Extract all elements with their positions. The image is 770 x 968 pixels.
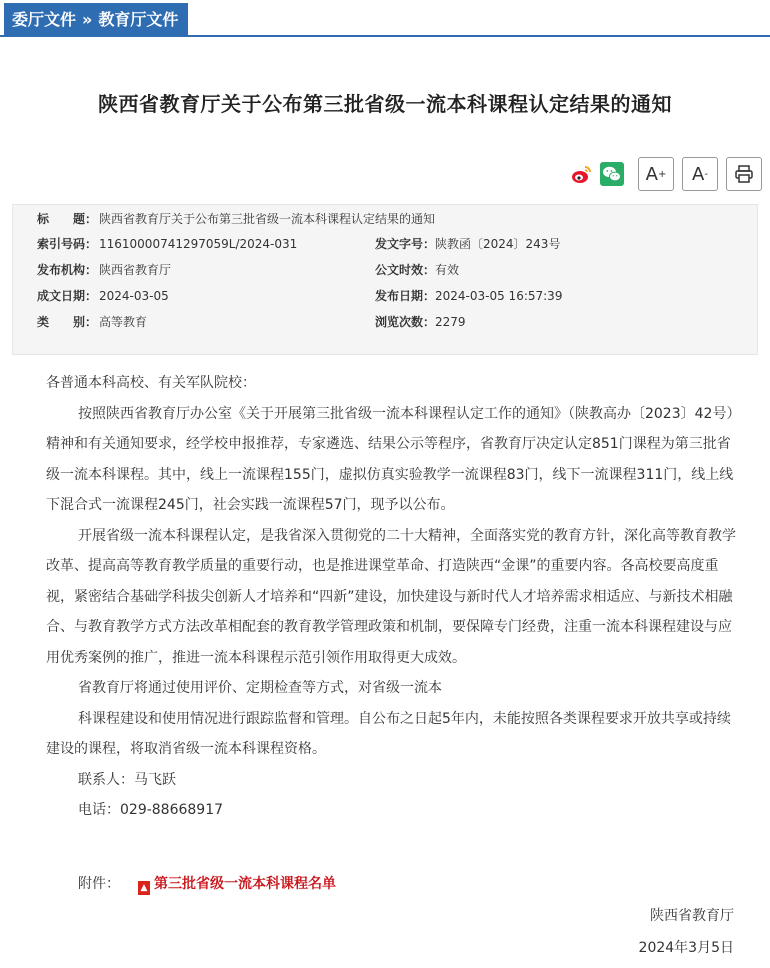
meta-row-views: 浏览次数：2279 bbox=[375, 315, 466, 329]
signature-org: 陕西省教育厅 bbox=[650, 908, 734, 924]
document-metadata bbox=[12, 204, 758, 355]
paragraph-3-first-line: 省教育厅将通过使用评价、定期检查等方式，对省级一流本 bbox=[78, 680, 442, 696]
weibo-icon[interactable] bbox=[570, 162, 594, 186]
breadcrumb bbox=[4, 3, 188, 37]
page-title: 陕西省教育厅关于公布第三批省级一流本科课程认定结果的通知 bbox=[98, 92, 672, 116]
meta-row-validity: 公文时效：有效 bbox=[375, 263, 460, 277]
meta-row-subject: 标 题： 陕西省教育厅关于公布第三批省级一流本科课程认定结果的通知 bbox=[37, 212, 436, 226]
breadcrumb-separator: » bbox=[82, 10, 93, 29]
font-increase-button[interactable]: A + bbox=[638, 157, 674, 191]
paragraph-3-rest: 科课程建设和使用情况进行跟踪监督和管理。自公布之日起5年内，未能按照各类课程要求开放共享或持续建设的课程，将取消省级一流本科课程资格。 bbox=[46, 710, 731, 757]
contact-phone: 电话：029-88668917 bbox=[78, 802, 224, 818]
signature-date: 2024年3月5日 bbox=[638, 940, 734, 956]
printer-icon bbox=[734, 164, 754, 184]
wechat-icon[interactable] bbox=[600, 162, 624, 186]
contact-person: 联系人：马飞跃 bbox=[78, 771, 176, 788]
breadcrumb-level1[interactable]: 委厅文件 bbox=[12, 10, 77, 29]
attachment bbox=[78, 874, 336, 895]
paragraph-2: 开展省级一流本科课程认定，是我省深入贯彻党的二十大精神，全面落实党的教育方针，深化高等教育教学改革、提高高等教育教学质量的重要行动，也是推进课堂革命、打造陕西“金课”的重要内容。各高校要高度重视，紧密结合基础学科拔尖创新人才培养和“四新”建设，加快建设与新时代人才培养需求相适应、与新技术相融合、与教育教学方式方法改革相配套的教育教学管理政策和机制，要保障专门经费，注重一流本科课程建设与应用优秀案例的推广，推进一流本科课程示范引领作用取得更大成效。 bbox=[46, 527, 736, 666]
print-button[interactable] bbox=[726, 157, 762, 191]
article-toolbar bbox=[570, 156, 762, 192]
font-decrease-button[interactable]: A - bbox=[682, 157, 718, 191]
breadcrumb-level2[interactable]: 教育厅文件 bbox=[98, 10, 179, 29]
paragraph-1: 按照陕西省教育厅办公室《关于开展第三批省级一流本科课程认定工作的通知》（陕教高办〔2023〕42号）精神和有关通知要求，经学校申报推荐，专家遴选、结果公示等程序，省教育厅决定认定851门课程为第三批省级一流本科课程。其中，线上一流课程155门，虚拟仿真实验教学一流课程83门，线下一流课程311门，线上线下混合式一流课程245门，社会实践一流课程57门，现予以公布。 bbox=[46, 405, 734, 513]
meta-row-category: 类 别： 高等教育 bbox=[37, 315, 148, 329]
meta-row-created: 成文日期： 2024-03-05 bbox=[37, 289, 169, 303]
breadcrumb-bar bbox=[0, 0, 770, 37]
meta-row-index: 索引号码： 11610000741297059L/2024-031 bbox=[37, 237, 298, 251]
article-body bbox=[46, 368, 740, 826]
meta-row-published: 发布日期：2024-03-05 16:57:39 bbox=[375, 289, 563, 303]
meta-row-doc-no: 发文字号：陕教函〔2024〕243号 bbox=[375, 237, 561, 251]
meta-row-publisher: 发布机构： 陕西省教育厅 bbox=[37, 263, 172, 277]
attachment-label: 附件： bbox=[78, 876, 120, 892]
attachment-link[interactable]: 第三批省级一流本科课程名单 bbox=[154, 876, 336, 892]
pdf-icon: ▲ bbox=[138, 881, 150, 895]
salutation: 各普通本科高校、有关军队院校： bbox=[46, 375, 256, 391]
